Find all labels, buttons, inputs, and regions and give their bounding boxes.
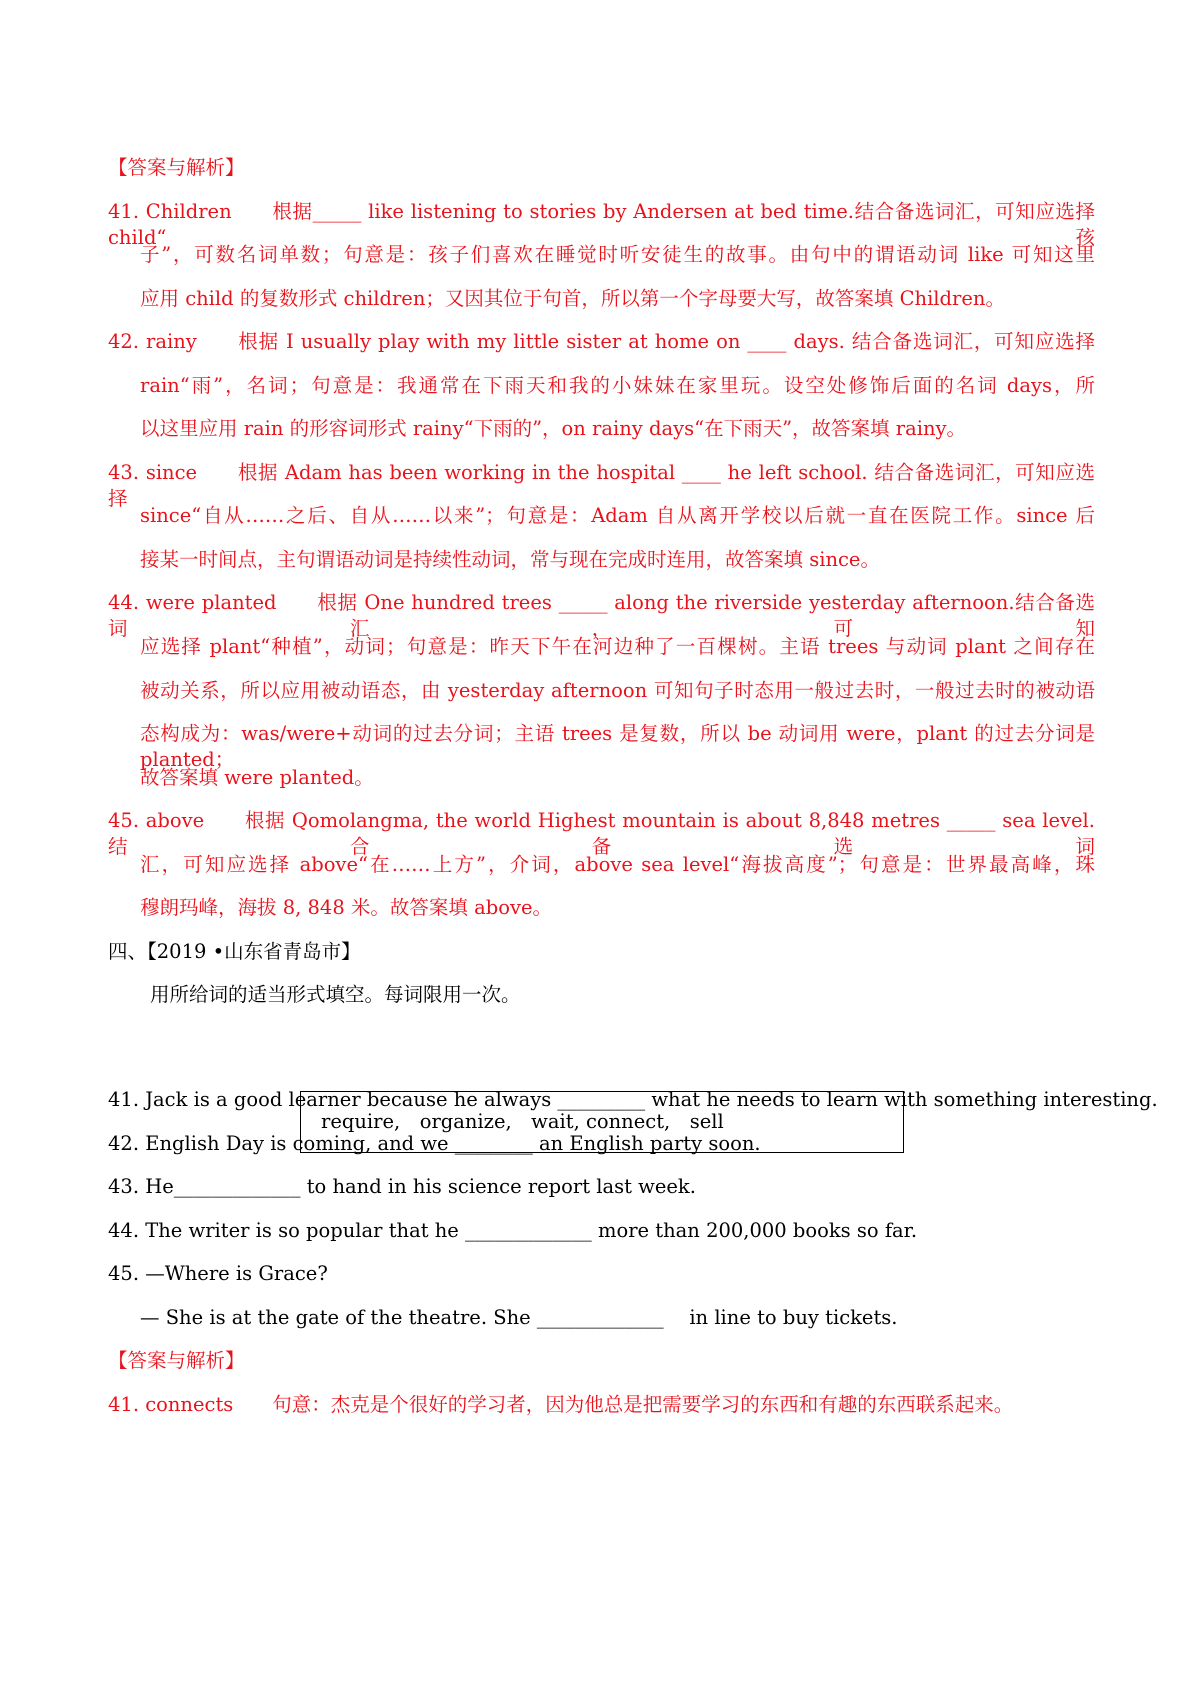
question-44: 44. The writer is so popular that he _____________ more than 200,000 books so far. [108, 1219, 918, 1242]
answer-45-line3: 穆朗玛峰，海拔 8, 848 米。故答案填 above。 [140, 896, 553, 919]
answer-45-line2: 汇，可知应选择 above“在……上方”，介词，above sea level“海拔高度”；句意是：世界最高峰，珠 [140, 853, 1095, 876]
section-instruction: 用所给词的适当形式填空。每词限用一次。 [150, 983, 521, 1006]
question-43: 43. He_____________ to hand in his science report last week. [108, 1175, 696, 1198]
answer-42-line3: 以这里应用 rain 的形容词形式 rainy“下雨的”，on rainy days“在下雨天”，故答案填 rainy。 [140, 417, 967, 440]
answer-44-line1: 44. were planted 根据 One hundred trees _____ along the riverside yesterday afternoon.结合备选词汇，可知 [108, 591, 1095, 640]
answer-42-line2: rain“雨”，名词；句意是：我通常在下雨天和我的小妹妹在家里玩。设空处修饰后面的名词 days，所 [140, 374, 1095, 397]
answer-44-line2: 应选择 plant“种植”，动词；句意是：昨天下午在河边种了一百棵树。主语 trees 与动词 plant 之间存在 [140, 635, 1095, 658]
question-42: 42. English Day is coming, and we ________ an English party soon. [108, 1132, 761, 1155]
answers-header: 【答案与解析】 [108, 156, 245, 179]
answer-41-line2: 子”，可数名词单数；句意是：孩子们喜欢在睡觉时听安徒生的故事。由句中的谓语动词 like 可知这里 [140, 243, 1095, 266]
answer-43-line2: since“自从……之后、自从……以来”；句意是：Adam 自从离开学校以后就一直在医院工作。since 后 [140, 504, 1095, 527]
answer-45-line1: 45. above 根据 Qomolangma, the world Highest mountain is about 8,848 metres _____ sea level. 结合备选词 [108, 809, 1095, 858]
answer-41-line3: 应用 child 的复数形式 children；又因其位于句首，所以第一个字母要大写，故答案填 Children。 [140, 287, 1005, 310]
answer-44-line4: 态构成为：was/were+动词的过去分词；主语 trees 是复数，所以 be 动词用 were，plant 的过去分词是 planted； [140, 722, 1095, 771]
answer-42-line1: 42. rainy 根据 I usually play with my little sister at home on ____ days. 结合备选词汇，可知应选择 [108, 330, 1095, 353]
answers-header-2: 【答案与解析】 [108, 1349, 245, 1372]
answer-43-line1: 43. since 根据 Adam has been working in the hospital ____ he left school. 结合备选词汇，可知应选择 [108, 461, 1095, 510]
question-41: 41. Jack is a good learner because he always _________ what he needs to learn with something interesting. [108, 1088, 1158, 1111]
word-bank-words: require, organize, wait, connect, sell [321, 1110, 724, 1133]
question-45: 45. —Where is Grace? [108, 1262, 328, 1285]
answer-44-line5: 故答案填 were planted。 [140, 766, 374, 789]
section-title [108, 939, 361, 965]
answer-41-line1: 41. Children 根据_____ like listening to stories by Andersen at bed time.结合备选词汇，可知应选择 child“孩 [108, 200, 1095, 249]
answer-b41: 41. connects 句意：杰克是个很好的学习者，因为他总是把需要学习的东西和有趣的东西联系起来。 [108, 1393, 1014, 1416]
answer-44-line3: 被动关系，所以应用被动语态，由 yesterday afternoon 可知句子时态用一般过去时，一般过去时的被动语 [140, 679, 1095, 702]
question-45-reply: — She is at the gate of the theatre. She _____________ in line to buy tickets. [140, 1306, 898, 1329]
section-title-text: 四、【2019 •山东省青岛市】 [108, 940, 361, 963]
answer-43-line3: 接某一时间点，主句谓语动词是持续性动词，常与现在完成时连用，故答案填 since。 [140, 548, 880, 571]
